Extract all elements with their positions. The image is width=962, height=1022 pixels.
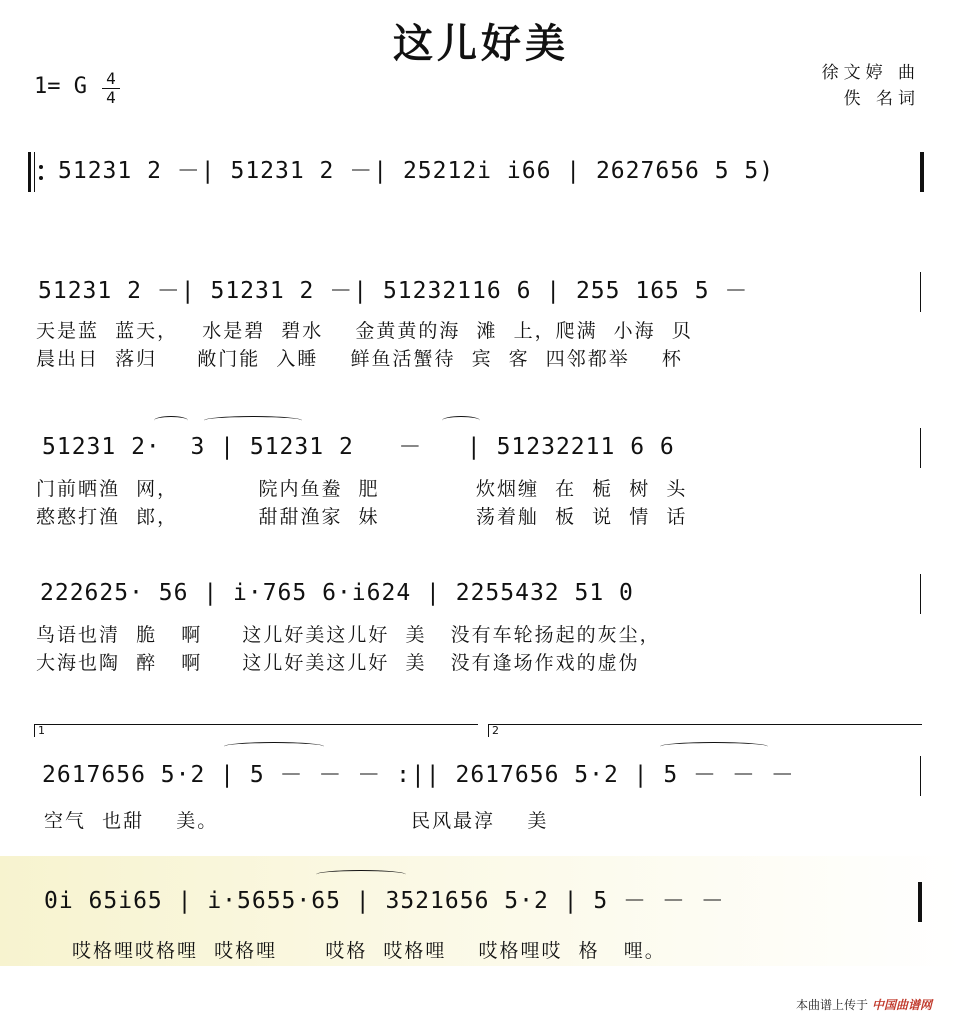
lyric-row-4-verse-2: 大海也陶 醉 啊 这儿好美这儿好 美 没有逢场作戏的虚伪 [36,652,640,674]
notes-row-1: 51231 2 －| 51231 2 －| 25212i i66 | 2627656 5 5) [58,158,775,184]
time-signature [102,70,120,107]
upload-credit [796,996,932,1013]
song-title: 这儿好美 [393,21,569,67]
score-row-1 [28,152,924,192]
first-ending-bracket: 1 [34,724,478,737]
notes-row-3: 51231 2· 3 | 51231 2 － | 51232211 6 6 [42,434,675,460]
composer-credit: 徐文婷 曲 [821,63,920,83]
meter-bottom: 4 [106,88,116,107]
score-row-4 [28,574,924,614]
notes-row-4: 222625· 56 | i·765 6·i624 | 2255432 51 0 [40,580,634,606]
second-ending-bracket: 2 [488,724,922,737]
key-signature: 1= G [34,74,87,99]
lyric-row-6-chorus: 哎格哩哎格哩 哎格哩 哎格 哎格哩 哎格哩哎 格 哩。 [72,940,666,962]
score-row-2 [28,272,924,312]
notes-row-5: 2617656 5·2 | 5 － － － :|| 2617656 5·2 | 5 － － － [42,762,795,788]
lyric-row-5: 空气 也甜 美。 民风最淳 美 [44,810,549,832]
score-row-3 [28,428,924,468]
lyric-row-4-verse-1: 鸟语也清 脆 啊 这儿好美这儿好 美 没有车轮扬起的灰尘， [36,624,661,646]
lyricist-credit: 佚 名词 [843,89,920,109]
meter-top: 4 [102,70,120,89]
upload-credit-text: 本曲谱上传于 [795,998,868,1012]
lyric-row-2-verse-1: 天是蓝 蓝天， 水是碧 碧水 金黄黄的海 滩 上，爬满 小海 贝 [36,320,693,342]
lyric-row-2-verse-2: 晨出日 落归 敞门能 入睡 鲜鱼活蟹待 宾 客 四邻都举 杯 [36,348,683,370]
lyric-row-3-verse-2: 憨憨打渔 郎， 甜甜渔家 妹 荡着舢 板 说 情 话 [36,506,688,528]
site-brand-logo[interactable]: 中国曲谱网 [871,998,932,1012]
notes-row-2: 51231 2 －| 51231 2 －| 51232116 6 | 255 165 5 － [38,278,749,304]
notes-row-6: 0i 65i65 | i·5655·65 | 3521656 5·2 | 5 － － － [44,888,725,914]
score-row-6 [28,882,924,922]
score-row-5 [28,756,924,796]
lyric-row-3-verse-1: 门前晒渔 网， 院内鱼鲞 肥 炊烟缠 在 栀 树 头 [36,478,688,500]
